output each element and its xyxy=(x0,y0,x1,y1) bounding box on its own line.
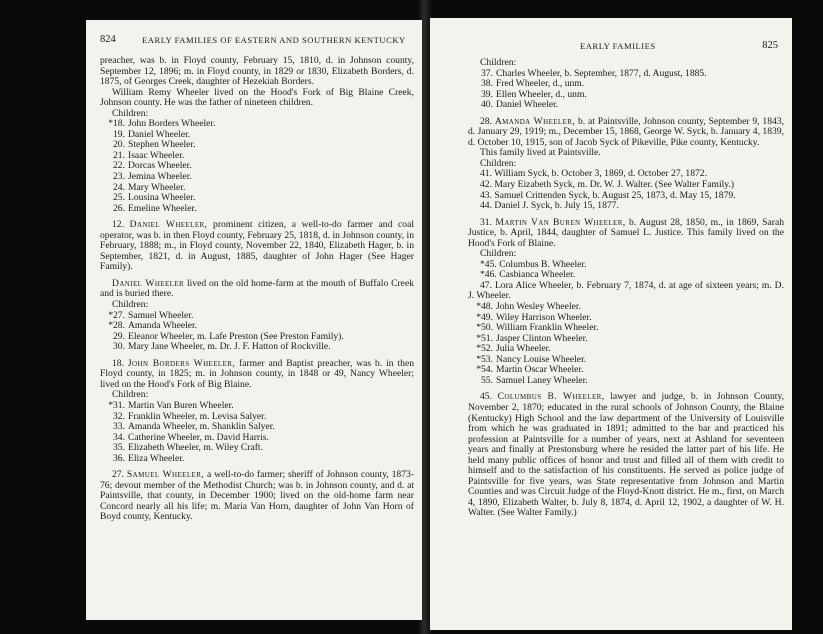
child-text: Casbianca Wheeler. xyxy=(499,269,576,281)
entry-text: prominent citizen, a well-to-do farmer and coal operator, was b. in then Floyd county, February 25, 1818, d. in Johnson county, in February, 1888; m., in Floyd county, November 22, 1840, Elizabeth Hager, b. in September, 1821, d. in August, 1885, daughter of John Hager (See Hager Family). xyxy=(100,219,415,273)
running-head: EARLY FAMILIES xyxy=(580,41,656,51)
page-number: 825 xyxy=(762,40,778,51)
child-number: 43. xyxy=(480,189,492,201)
child-text: Daniel J. Syck, b. July 15, 1877. xyxy=(494,200,619,212)
list-item xyxy=(100,204,414,215)
child-text: Daniel Wheeler. xyxy=(496,99,559,111)
child-text: Mary Eizabeth Syck, m. Dr. W. J. Walter. (See Walter Family.) xyxy=(494,179,735,191)
list-item xyxy=(100,454,414,465)
child-text: Catherine Wheeler, m. David Harris. xyxy=(128,431,269,443)
child-number: *54. xyxy=(476,364,493,376)
child-number: 37. xyxy=(481,67,493,79)
child-number: *18. xyxy=(108,118,125,130)
child-text: Eliza Wheeler. xyxy=(128,452,185,464)
entry-name: Martin Van Buren Wheeler, xyxy=(495,216,626,228)
child-number: 42. xyxy=(480,179,492,191)
children-label: Children: xyxy=(112,389,149,401)
children-label: Children: xyxy=(480,157,517,169)
child-text: Emeline Wheeler. xyxy=(128,202,197,214)
child-number: *48. xyxy=(476,301,493,313)
entry-text: lived on the old home-farm at the mouth of Buffalo Creek and is buried there. xyxy=(100,277,414,300)
child-text: Nancy Louise Wheeler. xyxy=(496,353,587,365)
child-text: Lora Alice Wheeler, b. February 7, 1874, d. at age of sixteen years; m. D. J. Wheeler. xyxy=(468,279,784,302)
entry-name: Daniel Wheeler xyxy=(112,277,185,289)
left-page-header xyxy=(100,34,414,56)
entry-name: Daniel Wheeler, xyxy=(129,219,208,231)
child-text: Franklin Wheeler, m. Levisa Salyer. xyxy=(128,410,267,422)
running-head: EARLY FAMILIES OF EASTERN AND SOUTHERN KENTUCKY xyxy=(142,35,406,45)
entry-18 xyxy=(100,359,414,391)
left-page-body xyxy=(100,56,414,523)
child-number: 22. xyxy=(113,160,125,172)
list-item xyxy=(468,281,784,302)
children-list xyxy=(468,302,784,386)
children-list xyxy=(100,311,414,353)
entry-number: 45. xyxy=(480,391,492,403)
child-number: 23. xyxy=(113,171,125,183)
child-number: *52. xyxy=(476,343,493,355)
paragraph xyxy=(100,279,414,300)
child-number: 47. xyxy=(480,279,492,291)
child-number: *46. xyxy=(480,269,497,281)
entry-28 xyxy=(468,117,784,149)
entry-text: a well-to-do farmer; sheriff of Johnson county, 1873-76; devout member of the Methodist Church; was b. in Johnson county, and d. at Paintsville, that county, in December 1900; lived on the old-home farm near Concord nearly all his life; m. Maria Van Horn, daughter of John Van Horn of Boyd county, Kentucky. xyxy=(100,469,415,523)
child-number: 55. xyxy=(481,374,493,386)
child-text: Ellen Wheeler, d., unm. xyxy=(496,88,587,100)
child-number: 29. xyxy=(113,330,125,342)
paragraph: William Remy Wheeler lived on the Hood's Fork of Big Blaine Creek, Johnson county. He was the father of nineteen children. xyxy=(100,86,414,109)
children-label: Children: xyxy=(480,248,517,260)
entry-45 xyxy=(468,392,784,519)
right-page-body xyxy=(468,58,784,519)
entry-text: lawyer and judge, b. in Johnson County, November 2, 1870; educated in the rural schools of Johnson County, the Blaine (Kentucky) High School and the law department of the University of Louisville from which he was graduated in 1891; admitted to the bar and practiced his profession at Paintsville for a number of years, next at Ashland for seventeen years and finally at Prestonsburg where he resided the latter part of his life. He held many public offices of honor and trust and filled all of them with credit to himself and to the satisfaction of his constituents. He served as police judge of Paintsville for five years, was State representative from Johnson and Martin Counties and was Circuit Judge of the Floyd-Knott district. He m., first, on March 4, 1890, Elizabeth Walter, b. July 8, 1874, d. April 12, 1902, a daughter of W. H. Walter. (See Walter Family.) xyxy=(468,391,784,519)
child-number: 19. xyxy=(113,128,125,140)
child-number: *49. xyxy=(476,311,493,323)
child-text: Amanda Wheeler, m. Shanklin Salyer. xyxy=(128,421,275,433)
child-text: Eleanor Wheeler, m. Lafe Preston (See Preston Family). xyxy=(128,330,344,342)
child-text: Samuel Wheeler. xyxy=(128,309,194,321)
right-page xyxy=(430,18,792,630)
child-text: Martin Van Buren Wheeler. xyxy=(128,399,234,411)
child-number: *28. xyxy=(108,320,125,332)
entry-number: 27. xyxy=(112,469,124,481)
child-text: Isaac Wheeler. xyxy=(128,149,185,161)
child-text: Stephen Wheeler. xyxy=(128,139,196,151)
children-list xyxy=(100,119,414,214)
child-number: *31. xyxy=(108,399,125,411)
entry-name: John Borders Wheeler, xyxy=(127,357,236,369)
child-number: 21. xyxy=(113,149,125,161)
right-page-header xyxy=(468,40,784,58)
child-text: Daniel Wheeler. xyxy=(128,128,191,140)
entry-number: 12. xyxy=(112,219,124,231)
child-text: Jemina Wheeler. xyxy=(128,171,192,183)
child-number: 34. xyxy=(113,431,125,443)
child-number: 30. xyxy=(113,341,125,353)
child-number: *51. xyxy=(476,332,493,344)
entry-text: farmer and Baptist preacher, was b. in then Floyd county, in 1825; m. in Johnson county, in 1848 or 49, Nancy Wheeler; lived on the Hood's Fork of Big Blaine. xyxy=(100,357,415,390)
list-item xyxy=(468,201,784,212)
children-list xyxy=(468,69,784,111)
child-text: Dorcas Wheeler. xyxy=(128,160,192,172)
child-text: Martin Oscar Wheeler. xyxy=(496,364,584,376)
child-number: 40. xyxy=(481,99,493,111)
paragraph: preacher, was b. in Floyd county, February 15, 1810, d. in Johnson county, September 12, 1896; m. in Floyd county, in 1829 or 1830, Elizabeth Borders, d. 1875, of Georges Creek, daughter of Hezekiah Borders. xyxy=(100,55,414,88)
entry-text: b. at Paintsville, Johnson county, September 9, 1843, d. January 29, 1919; m., December 15, 1868, George W. Syck, b. January 4, 1839, d. October 10, 1915, son of Jacob Syck of Pikeville, Pike county, Kentucky. xyxy=(468,115,784,148)
child-text: Columbus B. Wheeler. xyxy=(499,258,587,270)
entry-number: 28. xyxy=(480,115,492,127)
child-text: Samuel Crittenden Syck, b. August 25, 1873, d. May 15, 1879. xyxy=(494,189,736,201)
child-number: 33. xyxy=(113,421,125,433)
entry-text: b. August 28, 1850, m., in 1869, Sarah Justice, b. April, 1844, daughter of Samuel L. Justice. This family lived on the Hood's Fork of Blaine. xyxy=(468,216,785,249)
child-text: Mary Jane Wheeler, m. Dr. J. F. Hatton of Rockville. xyxy=(128,341,331,353)
child-number: 38. xyxy=(481,78,493,90)
entry-number: 18. xyxy=(112,357,124,369)
page-number: 824 xyxy=(100,34,116,45)
child-number: 20. xyxy=(113,139,125,151)
child-text: Julia Wheeler. xyxy=(496,343,551,355)
left-page xyxy=(86,20,422,620)
entry-name: Amanda Wheeler, xyxy=(494,115,576,127)
entry-name: Columbus B. Wheeler, xyxy=(497,391,605,403)
child-text: Samuel Laney Wheeler. xyxy=(496,374,588,386)
list-item xyxy=(468,100,784,111)
child-number: 41. xyxy=(480,168,492,180)
child-number: *45. xyxy=(480,258,497,270)
child-number: *50. xyxy=(476,322,493,334)
child-text: Amanda Wheeler. xyxy=(128,320,198,332)
child-number: 39. xyxy=(481,88,493,100)
child-text: Jasper Clinton Wheeler. xyxy=(496,332,588,344)
child-text: John Borders Wheeler. xyxy=(128,118,216,130)
child-number: 26. xyxy=(113,202,125,214)
child-text: Mary Wheeler. xyxy=(128,181,186,193)
child-text: William Syck, b. October 3, 1869, d. October 27, 1872. xyxy=(494,168,708,180)
child-number: 32. xyxy=(113,410,125,422)
child-text: Fred Wheeler, d., unm. xyxy=(496,78,585,90)
child-text: Wiley Harrison Wheeler. xyxy=(496,311,592,323)
entry-31 xyxy=(468,218,784,250)
child-text: John Wesley Wheeler. xyxy=(496,301,581,313)
child-text: Lousina Wheeler. xyxy=(128,192,196,204)
entry-name: Samuel Wheeler, xyxy=(126,469,205,481)
child-number: 44. xyxy=(480,200,492,212)
child-number: 24. xyxy=(113,181,125,193)
child-text: William Franklin Wheeler. xyxy=(496,322,599,334)
child-number: 25. xyxy=(113,192,125,204)
child-text: Charles Wheeler, b. September, 1877, d. August, 1885. xyxy=(496,67,707,79)
child-number: *27. xyxy=(108,309,125,321)
children-label: Children: xyxy=(112,299,149,311)
paragraph: This family lived at Paintsville. xyxy=(480,147,601,159)
entry-27 xyxy=(100,470,414,523)
list-item xyxy=(468,376,784,387)
child-number: 36. xyxy=(113,452,125,464)
child-text: Elizabeth Wheeler, m. Wiley Craft. xyxy=(128,442,264,454)
list-item xyxy=(100,342,414,353)
children-list xyxy=(100,401,414,464)
children-label: Children: xyxy=(480,57,517,68)
entry-number: 31. xyxy=(480,216,492,228)
child-number: 35. xyxy=(113,442,125,454)
children-label: Children: xyxy=(112,107,149,119)
child-number: *53. xyxy=(476,353,493,365)
entry-12 xyxy=(100,220,414,273)
